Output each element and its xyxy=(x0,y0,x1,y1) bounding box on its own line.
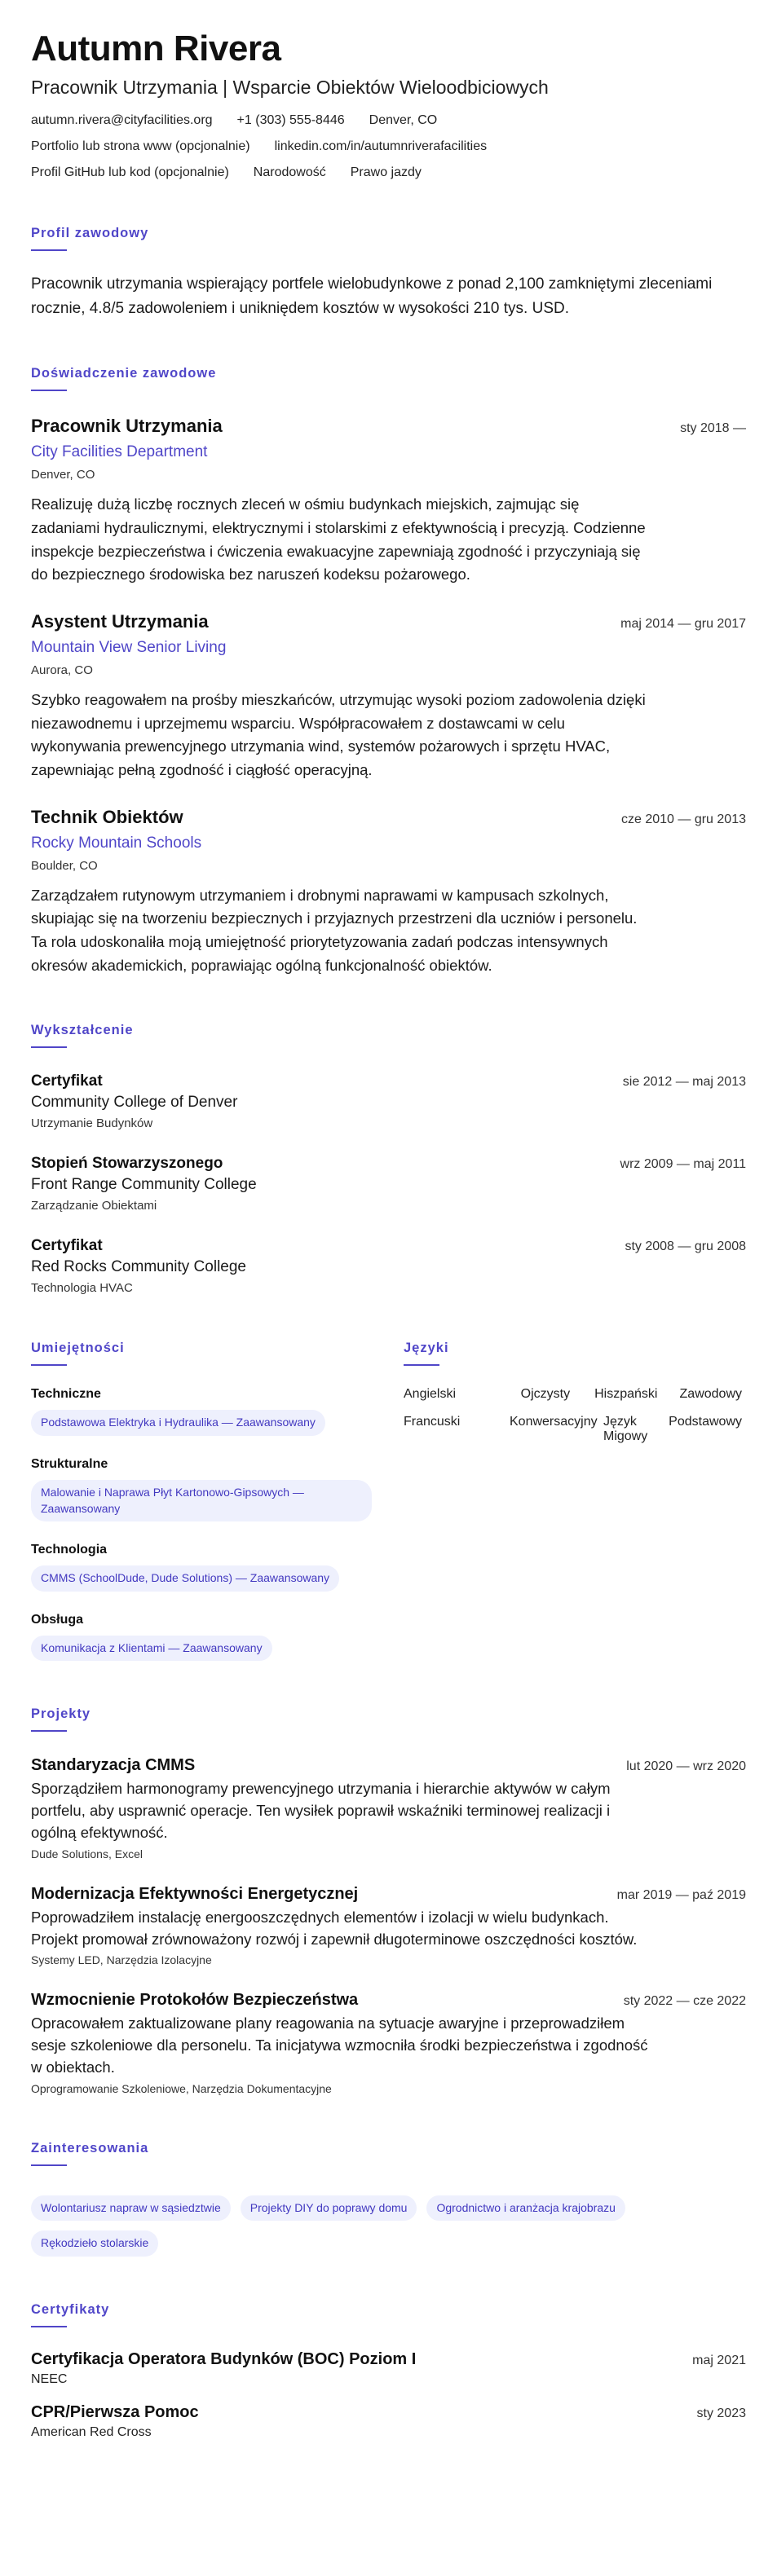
job-title: Pracownik Utrzymania xyxy=(31,416,223,437)
contact-email[interactable]: autumn.rivera@cityfacilities.org xyxy=(31,113,213,128)
job-location: Boulder, CO xyxy=(31,858,98,873)
certification-item xyxy=(31,2403,746,2440)
project-technologies: Dude Solutions, Excel xyxy=(31,1847,143,1860)
language-name: Angielski xyxy=(404,1387,457,1402)
degree: Certyfikat xyxy=(31,1237,103,1255)
skill-chip: Malowanie i Naprawa Płyt Kartonowo-Gipsowych — Zaawansowany xyxy=(31,1480,372,1521)
project-dates: mar 2019 — paź 2019 xyxy=(616,1887,746,1902)
certification-date: maj 2021 xyxy=(692,2353,746,2367)
extra-info-row xyxy=(31,165,746,180)
section-divider xyxy=(31,2326,67,2327)
project-item xyxy=(31,1756,746,1860)
job-dates: sty 2018 — xyxy=(680,421,746,436)
driving-license: Prawo jazdy xyxy=(350,165,422,180)
profile-summary: Pracownik utrzymania wspierający portfele wielobudynkowe z ponad 2,100 zamkniętymi zleceniami rocznie, 4.8/5 zadowoleniem i unikniędem kosztów w wysokości 210 tys. USD. xyxy=(31,275,713,317)
job-description: Realizuję dużą liczbę rocznych zleceń w ośmiu budynkach miejskich, zajmując się zadaniami hydraulicznymi, elektrycznymi i stolarskimi z efektywnością i precyzją. Codzienne inspekcje bezpieczeństwa i ćwiczenia ewakuacyjne zapewniają zgodność i przyczyniają się do bezpiecznego środowiska bez naruszeń kodeksu pożarowego. xyxy=(31,495,646,583)
section-title: Umiejętności xyxy=(31,1341,125,1356)
experience-section xyxy=(31,366,746,977)
nationality: Narodowość xyxy=(253,165,326,180)
language-level: Konwersacyjny xyxy=(510,1415,598,1429)
section-divider xyxy=(31,2164,67,2166)
experience-item xyxy=(31,416,746,587)
skill-category: Strukturalne xyxy=(31,1456,108,1471)
project-dates: sty 2022 — cze 2022 xyxy=(623,1994,746,2009)
certification-date: sty 2023 xyxy=(696,2406,746,2420)
section-title: Zainteresowania xyxy=(31,2140,149,2155)
skill-chip: Podstawowa Elektryka i Hydraulika — Zaawansowany xyxy=(31,1410,325,1436)
skills-section xyxy=(31,1341,373,1661)
language-row xyxy=(404,1387,742,1402)
project-name: Standaryzacja CMMS xyxy=(31,1756,196,1775)
project-item xyxy=(31,1885,746,1967)
project-name: Modernizacja Efektywności Energetycznej xyxy=(31,1884,359,1903)
certification-issuer: American Red Cross xyxy=(31,2424,152,2439)
project-dates: lut 2020 — wrz 2020 xyxy=(626,1759,746,1774)
section-divider xyxy=(31,1046,67,1048)
language-row xyxy=(404,1415,742,1444)
section-title: Certyfikaty xyxy=(31,2301,110,2317)
contact-phone[interactable]: +1 (303) 555-8446 xyxy=(236,113,345,128)
candidate-name: Autumn Rivera xyxy=(31,29,281,68)
candidate-headline: Pracownik Utrzymania | Wsparcie Obiektów Wieloodbiciowych xyxy=(31,77,549,99)
interest-chip: Wolontariusz napraw w sąsiedztwie xyxy=(31,2195,231,2222)
project-technologies: Oprogramowanie Szkoleniowe, Narzędzia Dokumentacyjne xyxy=(31,2081,332,2095)
skill-category: Technologia xyxy=(31,1543,108,1557)
school-name: Community College of Denver xyxy=(31,1094,238,1112)
interest-chip: Rękodzieło stolarskie xyxy=(31,2230,158,2257)
section-divider xyxy=(31,249,67,251)
interest-list xyxy=(31,2186,683,2257)
section-divider xyxy=(404,1364,439,1366)
language-level: Zawodowy xyxy=(679,1387,742,1402)
language-name: Język Migowy xyxy=(603,1415,648,1444)
job-dates: cze 2010 — gru 2013 xyxy=(621,812,746,826)
section-title: Profil zawodowy xyxy=(31,226,149,241)
education-dates: sty 2008 — gru 2008 xyxy=(625,1240,746,1254)
section-divider xyxy=(31,390,67,391)
field-of-study: Zarządzanie Obiektami xyxy=(31,1199,157,1213)
job-location: Aurora, CO xyxy=(31,663,93,677)
education-item xyxy=(31,1155,746,1213)
company-name: Rocky Mountain Schools xyxy=(31,834,202,852)
education-item xyxy=(31,1237,746,1295)
links-row xyxy=(31,139,746,154)
projects-section xyxy=(31,1706,746,2095)
school-name: Front Range Community College xyxy=(31,1176,257,1194)
section-divider xyxy=(31,1364,67,1366)
resume-header xyxy=(31,29,746,180)
github-link[interactable]: Profil GitHub lub kod (opcjonalnie) xyxy=(31,165,229,180)
certification-name: Certyfikacja Operatora Budynków (BOC) Poziom I xyxy=(31,2349,417,2368)
project-name: Wzmocnienie Protokołów Bezpieczeństwa xyxy=(31,1991,359,2010)
job-dates: maj 2014 — gru 2017 xyxy=(620,616,746,631)
job-location: Denver, CO xyxy=(31,468,95,482)
certification-issuer: NEEC xyxy=(31,2371,68,2386)
education-item xyxy=(31,1072,746,1130)
school-name: Red Rocks Community College xyxy=(31,1258,246,1276)
company-name: Mountain View Senior Living xyxy=(31,638,227,656)
language-level: Ojczysty xyxy=(520,1387,571,1402)
contact-row xyxy=(31,113,746,128)
section-title: Projekty xyxy=(31,1706,91,1722)
language-level: Podstawowy xyxy=(669,1415,742,1429)
field-of-study: Technologia HVAC xyxy=(31,1281,133,1296)
job-title: Asystent Utrzymania xyxy=(31,610,209,632)
company-name: City Facilities Department xyxy=(31,443,208,461)
experience-item xyxy=(31,807,746,978)
project-description: Sporządziłem harmonogramy prewencyjnego utrzymania i hierarchie aktywów w całym portfelu, aby usprawnić operacje. Ten wysiłek poprawił wskaźniki terminowej realizacji i ogólną efektywność. xyxy=(31,1780,611,1841)
languages-section xyxy=(404,1341,742,1661)
degree: Stopień Stowarzyszonego xyxy=(31,1155,223,1173)
portfolio-link[interactable]: Portfolio lub strona www (opcjonalnie) xyxy=(31,139,250,154)
section-title: Języki xyxy=(404,1341,449,1356)
section-divider xyxy=(31,1730,67,1732)
skill-chip: Komunikacja z Klientami — Zaawansowany xyxy=(31,1636,272,1662)
job-description: Szybko reagowałem na prośby mieszkańców, utrzymując wysoki poziom zadowolenia dzięki niezawodnemu i uprzejmemu wsparciu. Współpracowałem z dostawcami w celu wykonywania prewencyjnego utrzymania wind, systemów pożarowych i sprzętu HVAC, zapewniając pełną zgodność i ciągłość operacyjną. xyxy=(31,690,646,778)
skills-languages-row xyxy=(31,1341,746,1661)
field-of-study: Utrzymanie Budynków xyxy=(31,1116,153,1131)
skill-category: Techniczne xyxy=(31,1387,101,1402)
education-dates: wrz 2009 — maj 2011 xyxy=(620,1157,746,1172)
job-title: Technik Obiektów xyxy=(31,806,183,827)
experience-item xyxy=(31,611,746,782)
certification-item xyxy=(31,2350,746,2387)
job-description: Zarządzałem rutynowym utrzymaniem i drobnymi naprawami w kampusach szkolnych, skupiając się na tworzeniu bezpiecznych i przyjaznych przestrzeni dla uczniów i personelu. Ta rola udoskonaliła moją umiejętność priorytetyzowania zadań podczas intensywnych okresów akademickich, poprawiając ogólną funkcjonalność obiektów. xyxy=(31,886,638,974)
certification-name: CPR/Pierwsza Pomoc xyxy=(31,2402,199,2421)
interest-chip: Projekty DIY do poprawy domu xyxy=(241,2195,417,2222)
linkedin-link[interactable]: linkedin.com/in/autumnriverafacilities xyxy=(274,139,488,154)
section-title: Wykształcenie xyxy=(31,1023,134,1038)
project-description: Opracowałem zaktualizowane plany reagowania na sytuacje awaryjne i przeprowadziłem sesje szkoleniowe dla personelu. Ta inicjatywa wzmocniła środki bezpieczeństwa i zgodność w obiektach. xyxy=(31,2015,648,2076)
education-section xyxy=(31,1023,746,1295)
profile-section xyxy=(31,226,746,320)
certifications-section xyxy=(31,2302,746,2440)
interest-chip: Ogrodnictwo i aranżacja krajobrazu xyxy=(426,2195,625,2222)
section-title: Doświadczenie zawodowe xyxy=(31,366,217,381)
contact-location: Denver, CO xyxy=(369,113,438,128)
skill-category: Obsługa xyxy=(31,1612,84,1627)
education-dates: sie 2012 — maj 2013 xyxy=(622,1075,746,1090)
project-description: Poprowadziłem instalację energooszczędnych elementów i izolacji w wielu budynkach. Projekt promował zrównoważony rozwój i zapewnił długoterminowe oszczędności kosztów. xyxy=(31,1908,638,1948)
project-item xyxy=(31,1991,746,2094)
interests-section xyxy=(31,2141,746,2257)
language-name: Hiszpański xyxy=(594,1387,658,1402)
skill-chip: CMMS (SchoolDude, Dude Solutions) — Zaawansowany xyxy=(31,1565,339,1592)
project-technologies: Systemy LED, Narzędzia Izolacyjne xyxy=(31,1953,212,1967)
degree: Certyfikat xyxy=(31,1072,103,1090)
language-name: Francuski xyxy=(404,1415,461,1429)
